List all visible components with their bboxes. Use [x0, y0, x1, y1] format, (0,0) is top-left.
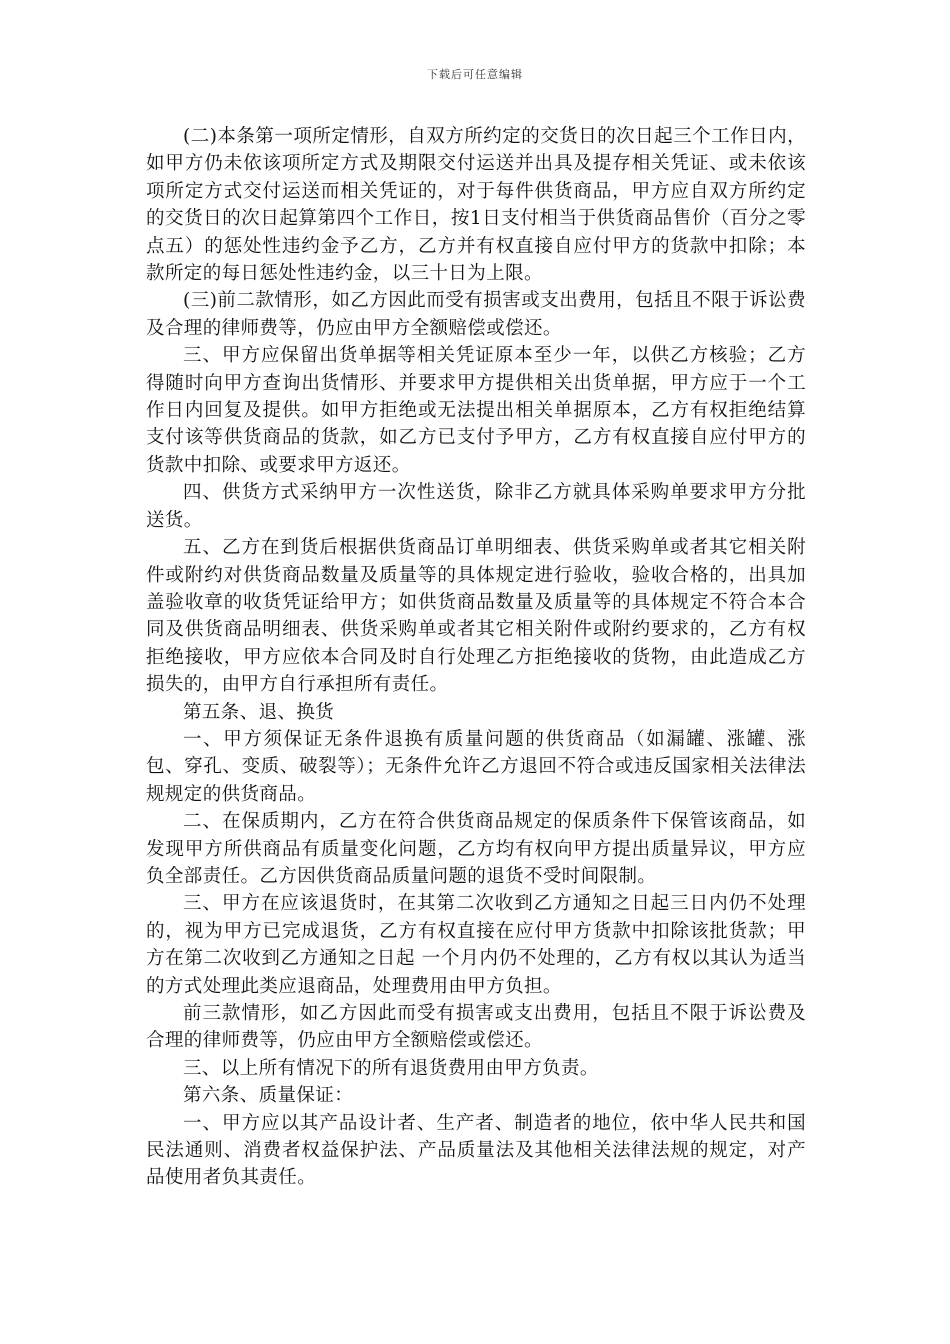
- paragraph-return-item-1: 一、甲方须保证无条件退换有质量问题的供货商品（如漏罐、涨罐、涨包、穿孔、变质、破裂等）；无条件允许乙方退回不符合或违反国家相关法律法规规定的供货商品。: [146, 728, 806, 805]
- paragraph-item-3-records: 三、甲方应保留出货单据等相关凭证原本至少一年，以供乙方核验；乙方得随时向甲方查询出货情形、并要求甲方提供相关出货单据，甲方应于一个工作日内回复及提供。如甲方拒绝或无法提出相关单据原本，乙方有权拒绝结算支付该等供货商品的货款，如乙方已支付予甲方，乙方有权直接自应付甲方的货款中扣除、或要求甲方返还。: [146, 345, 806, 476]
- paragraph-quality-item-1: 一、甲方应以其产品设计者、生产者、制造者的地位，依中华人民共和国民法通则、消费者权益保护法、产品质量法及其他相关法律法规的规定，对产品使用者负其责任。: [146, 1112, 806, 1189]
- paragraph-return-item-3: 三、甲方在应该退货时，在其第二次收到乙方通知之日起三日内仍不处理的，视为甲方已完成退货，乙方有权直接在应付甲方货款中扣除该批货款；甲方在第二次收到乙方通知之日起 一个月内仍不处理的，乙方有权以其认为适当的方式处理此类应退商品，处理费用由甲方负担。: [146, 893, 806, 997]
- paragraph-item-5-inspection: 五、乙方在到货后根据供货商品订单明细表、供货采购单或者其它相关附件或附约对供货商品数量及质量等的具体规定进行验收，验收合格的，出具加盖验收章的收货凭证给甲方；如供货商品数量及质量等的具体规定不符合本合同及供货商品明细表、供货采购单或者其它相关附件或附约要求的，乙方有权拒绝接收，甲方应依本合同及时自行处理乙方拒绝接收的货物，由此造成乙方损失的，由甲方自行承担所有责任。: [146, 537, 806, 696]
- paragraph-return-damages: 前三款情形，如乙方因此而受有损害或支出费用，包括且不限于诉讼费及合理的律师费等，仍应由甲方全额赔偿或偿还。: [146, 1003, 806, 1052]
- paragraph-return-item-2: 二、在保质期内，乙方在符合供货商品规定的保质条件下保管该商品，如发现甲方所供商品有质量变化问题，乙方均有权向甲方提出质量异议，甲方应负全部责任。乙方因供货商品质量问题的退货不受时间限制。: [146, 811, 806, 887]
- section-heading-article-6: 第六条、质量保证：: [183, 1085, 354, 1107]
- paragraph-clause-2-3: (三)前二款情形，如乙方因此而受有损害或支出费用，包括且不限于诉讼费及合理的律师费等，仍应由甲方全额赔偿或偿还。: [146, 290, 806, 339]
- section-heading-article-5: 第五条、退、换货: [183, 701, 335, 723]
- paragraph-item-4-delivery: 四、供货方式采纳甲方一次性送货，除非乙方就具体采购单要求甲方分批送货。: [146, 482, 806, 531]
- paragraph-clause-2-2: (二)本条第一项所定情形，自双方所约定的交货日的次日起三个工作日内，如甲方仍未依该项所定方式及期限交付运送并出具及提存相关凭证、或未依该项所定方式交付运送而相关凭证的，对于每件供货商品，甲方应自双方所约定的交货日的次日起算第四个工作日，按1日支付相当于供货商品售价（百分之零点五）的惩处性违约金予乙方，乙方并有权直接自应付甲方的货款中扣除；本款所定的每日惩处性违约金，以三十日为上限。: [146, 126, 806, 285]
- paragraph-return-costs: 三、以上所有情况下的所有退货费用由甲方负责。: [183, 1057, 599, 1079]
- page-header: 下载后可任意编辑: [427, 68, 523, 81]
- document-body: [146, 123, 806, 1192]
